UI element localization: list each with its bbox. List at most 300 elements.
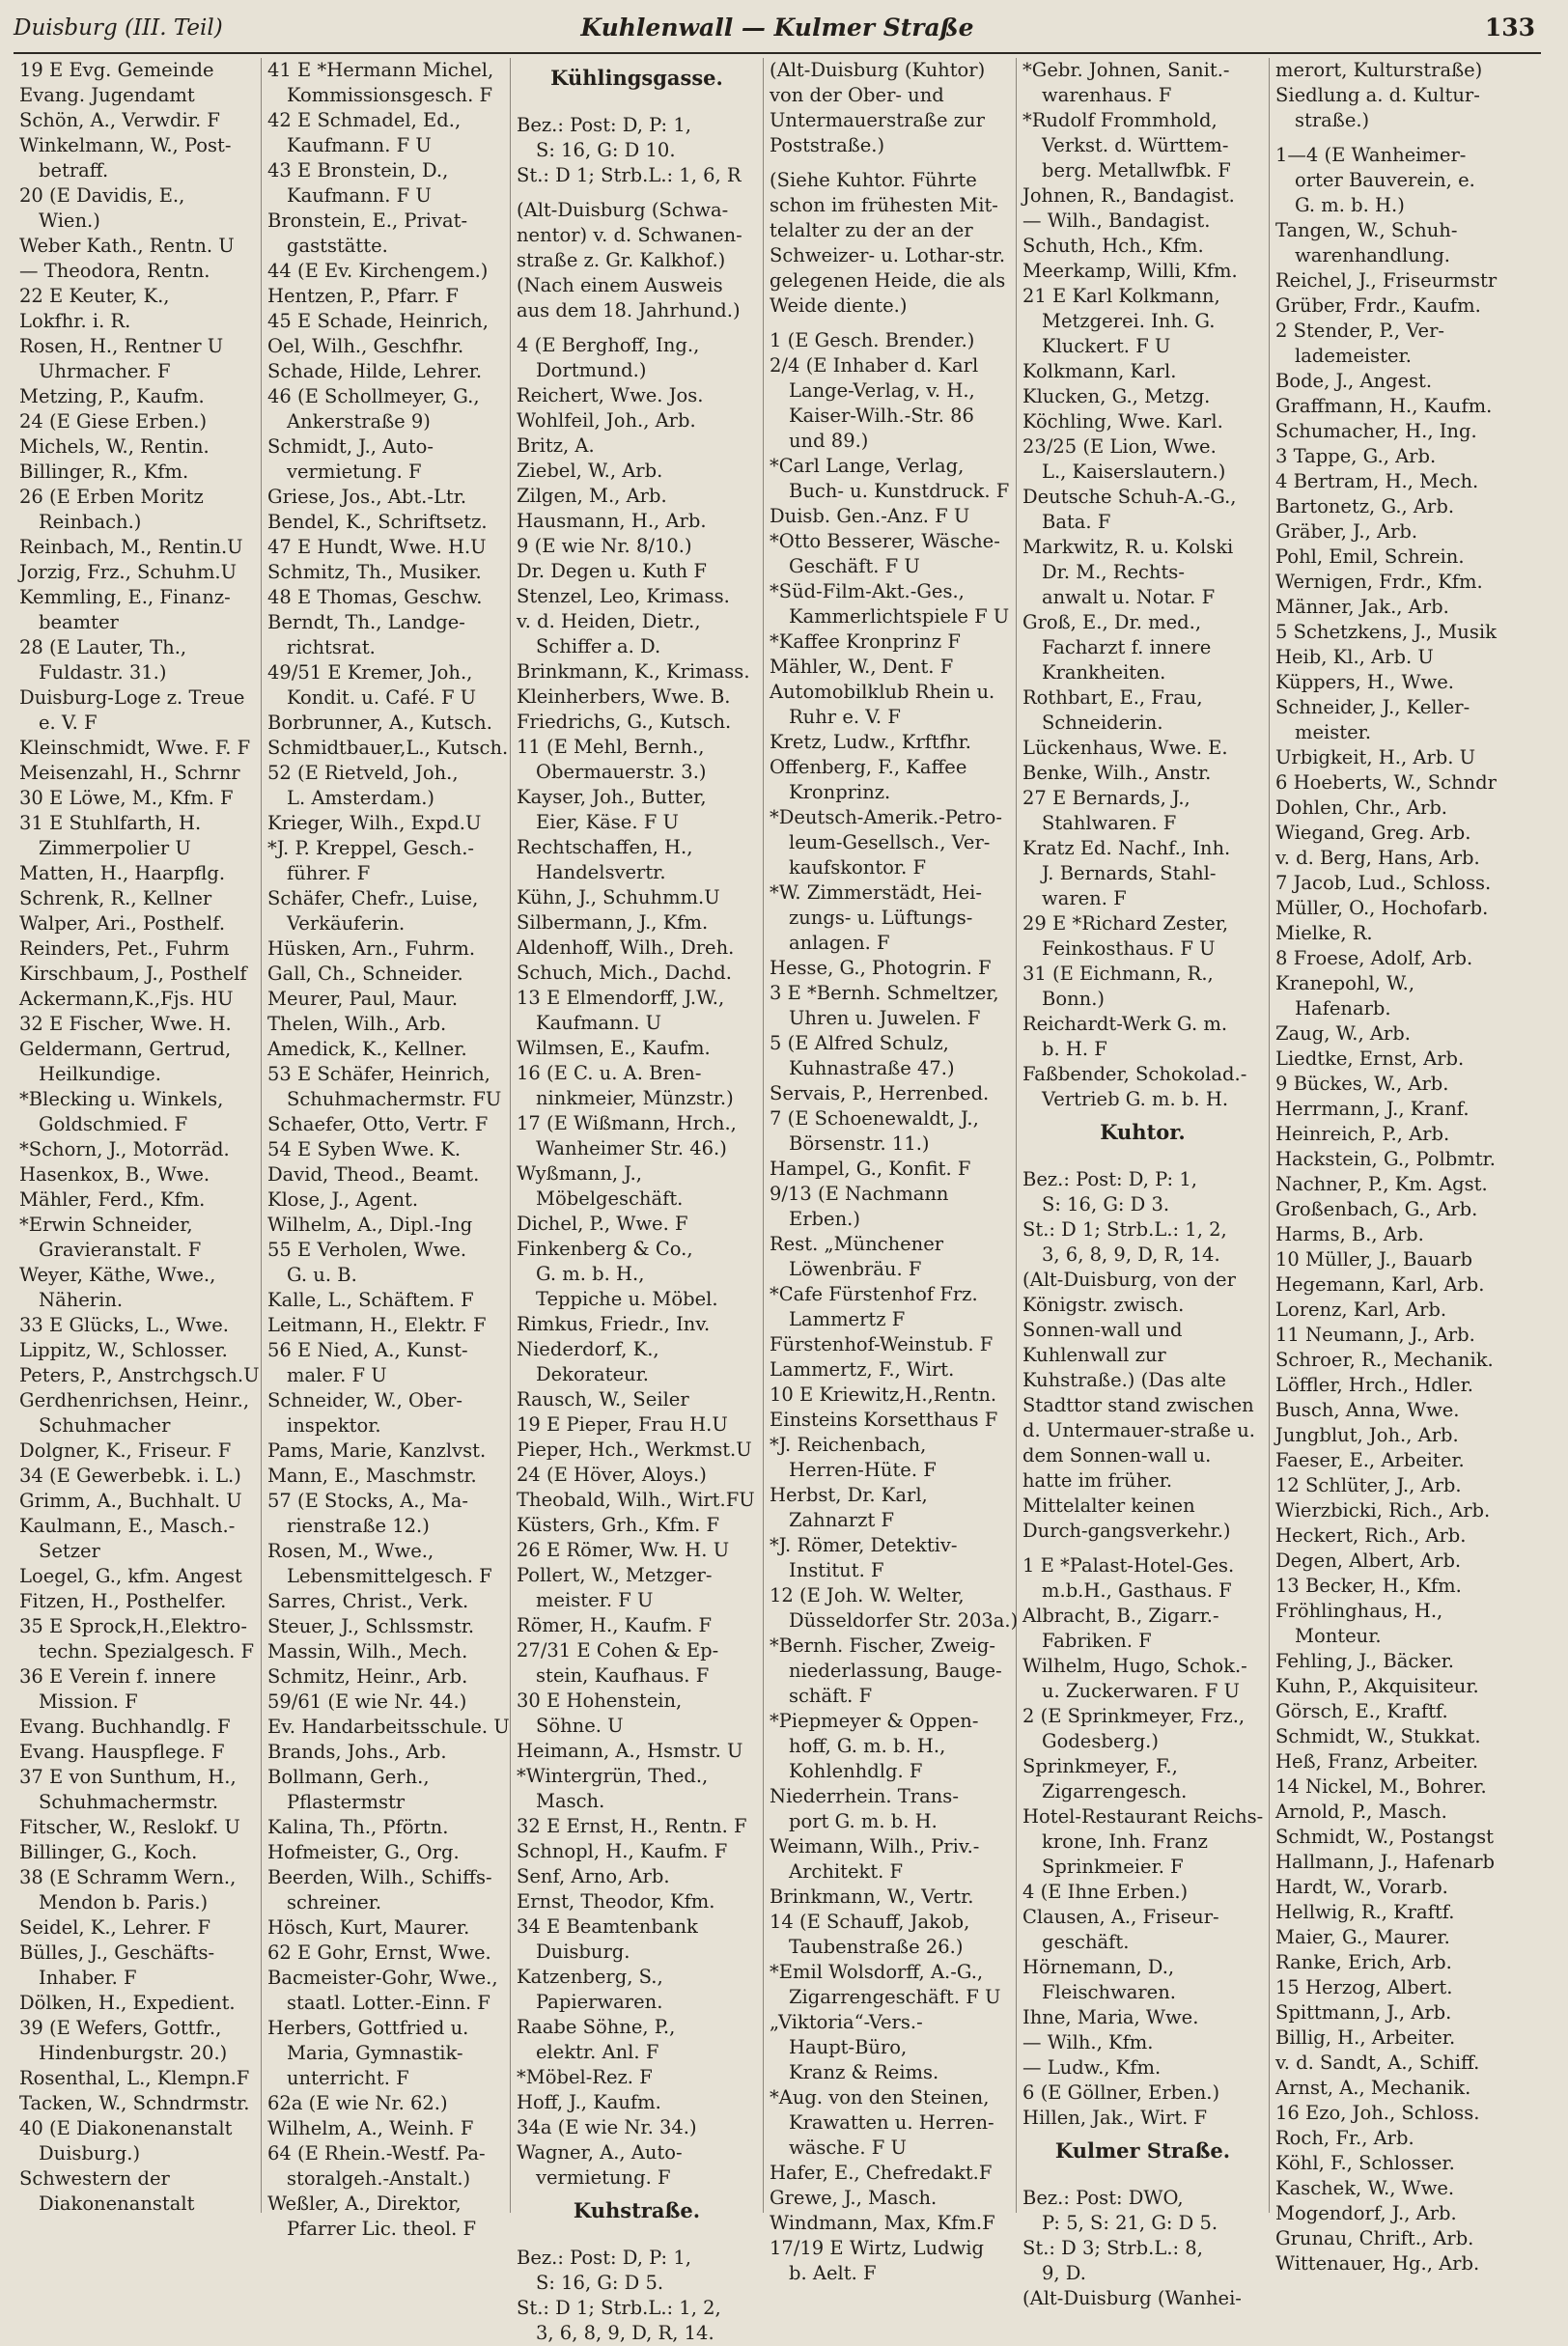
directory-entry: Kluckert. F U	[1042, 335, 1171, 357]
directory-entry: Offenberg, F., Kaffee	[770, 756, 967, 778]
directory-entry: v. d. Heiden, Dietr.,	[517, 610, 701, 632]
column-6	[1270, 58, 1541, 2275]
page-header	[14, 8, 1541, 54]
directory-entry: Kuhnastraße 47.)	[789, 1057, 955, 1079]
directory-entry: 30 E Löwe, M., Kfm. F	[19, 787, 234, 809]
directory-entry: Schwestern der	[19, 2167, 170, 2190]
directory-entry: 41 E *Hermann Michel,	[267, 59, 494, 81]
directory-entry: 46 (E Schollmeyer, G.,	[267, 385, 480, 407]
directory-entry: u. Zuckerwaren. F U	[1042, 1680, 1240, 1702]
directory-entry: Weyer, Käthe, Wwe.,	[19, 1264, 216, 1286]
directory-entry: Lokfhr. i. R.	[19, 310, 131, 332]
directory-entry: 12 Schlüter, J., Arb.	[1275, 1474, 1462, 1496]
directory-entry: Bülles, J., Geschäfts-	[19, 1941, 215, 1964]
directory-entry: maler. F U	[287, 1364, 387, 1386]
directory-entry: S: 16, G: D 3.	[1042, 1193, 1170, 1215]
directory-entry: 55 E Verholen, Wwe.	[267, 1239, 467, 1261]
directory-entry: Börsenstr. 11.)	[789, 1132, 930, 1155]
directory-entry: b. H. F	[1042, 1038, 1107, 1060]
directory-entry: Kolkmann, Karl.	[1022, 360, 1177, 382]
directory-entry: Geschäft. F U	[789, 555, 920, 577]
directory-entry: Lebensmittelgesch. F	[287, 1565, 492, 1587]
directory-entry: Bata. F	[1042, 511, 1111, 533]
directory-entry: Rosen, M., Wwe.,	[267, 1540, 434, 1562]
directory-entry: Fürstenhof-Weinstub. F	[770, 1333, 994, 1355]
directory-entry: Ev. Handarbeitsschule. U	[267, 1716, 510, 1738]
directory-entry: 19 E Pieper, Frau H.U	[517, 1413, 728, 1436]
directory-entry: storalgeh.-Anstalt.)	[287, 2167, 471, 2190]
directory-entry: Seidel, K., Lehrer. F	[19, 1916, 210, 1939]
directory-entry: 23/25 (E Lion, Wwe.	[1022, 435, 1217, 458]
directory-entry: unterricht. F	[287, 2067, 409, 2089]
directory-entry: m.b.H., Gasthaus. F	[1042, 1579, 1232, 1602]
directory-entry: Müller, O., Hochofarb.	[1275, 897, 1489, 919]
directory-entry: 34 (E Gewerbebk. i. L.)	[19, 1465, 241, 1487]
directory-entry: niederlassung, Bauge-	[789, 1660, 1002, 1682]
directory-entry: 1 (E Gesch. Brender.)	[770, 329, 975, 351]
running-head-left: Duisburg (III. Teil)	[14, 15, 223, 41]
directory-entry: 13 Becker, H., Kfm.	[1275, 1575, 1462, 1597]
directory-entry: Heinreich, P., Arb.	[1275, 1123, 1450, 1145]
directory-entry: Gerdhenrichsen, Heinr.,	[19, 1389, 250, 1411]
directory-entry: Leitmann, H., Elektr. F	[267, 1314, 487, 1336]
directory-entry: v. d. Sandt, A., Schiff.	[1275, 2052, 1480, 2074]
directory-entry: 36 E Verein f. innere	[19, 1665, 216, 1688]
directory-entry: b. Aelt. F	[789, 2262, 877, 2284]
directory-entry: Lange-Verlag, v. H.,	[789, 379, 975, 402]
directory-entry: Männer, Jak., Arb.	[1275, 596, 1449, 618]
directory-entry: Billinger, R., Kfm.	[19, 461, 189, 483]
directory-entry: 22 E Keuter, K.,	[19, 285, 170, 307]
directory-entry: Schmitz, Heinr., Arb.	[267, 1665, 468, 1688]
directory-entry: „Viktoria“-Vers.-	[770, 2011, 923, 2033]
directory-entry: Bollmann, Gerh.,	[267, 1766, 430, 1788]
directory-entry: Duisburg-Loge z. Treue	[19, 686, 245, 709]
directory-entry: Schroer, R., Mechanik.	[1275, 1349, 1494, 1371]
directory-entry: Silbermann, J., Kfm.	[517, 911, 709, 934]
directory-entry: orter Bauverein, e.	[1295, 169, 1475, 191]
directory-entry: Brands, Johs., Arb.	[267, 1741, 447, 1763]
directory-entry: Küsters, Grh., Kfm. F	[517, 1514, 720, 1536]
directory-entry: 64 (E Rhein.-Westf. Pa-	[267, 2142, 486, 2164]
directory-entry: Kaulmann, E., Masch.-	[19, 1515, 236, 1537]
directory-entry: Schmitz, Th., Musiker.	[267, 561, 482, 583]
street-heading: Kuhstraße.	[573, 2198, 701, 2222]
directory-entry: Tacken, W., Schndrmstr.	[19, 2092, 250, 2114]
directory-entry: Krawatten u. Herren-	[789, 2111, 994, 2134]
directory-entry: 5 Schetzkens, J., Musik	[1275, 621, 1497, 643]
directory-entry: 37 E von Sunthum, H.,	[19, 1766, 237, 1788]
directory-entry: Benke, Wilh., Anstr.	[1022, 762, 1212, 784]
directory-entry: Schäfer, Chefr., Luise,	[267, 887, 479, 909]
directory-entry: Schade, Hilde, Lehrer.	[267, 360, 483, 382]
directory-entry: Gräber, J., Arb.	[1275, 520, 1418, 543]
directory-entry: 52 (E Rietveld, Joh.,	[267, 762, 459, 784]
directory-entry: 7 (E Schoenewaldt, J.,	[770, 1107, 979, 1130]
directory-entry: Duisburg.)	[39, 2142, 141, 2164]
directory-entry: Architekt. F	[789, 1860, 904, 1883]
directory-entry: Dekorateur.	[536, 1363, 649, 1385]
directory-entry: Ruhr e. V. F	[789, 706, 901, 728]
directory-entry: Haupt-Büro,	[789, 2036, 908, 2058]
directory-entry: Rimkus, Friedr., Inv.	[517, 1313, 711, 1335]
directory-entry: Zimmerpolier U	[39, 837, 191, 859]
directory-entry: Godesberg.)	[1042, 1730, 1159, 1752]
directory-entry: Kondit. u. Café. F U	[287, 686, 477, 709]
directory-entry: 12 (E Joh. W. Welter,	[770, 1584, 965, 1606]
directory-entry: warenhaus. F	[1042, 84, 1172, 106]
directory-entry: merort, Kulturstraße)	[1275, 59, 1483, 81]
directory-entry: Kranepohl, W.,	[1275, 972, 1415, 994]
directory-entry: Weßler, A., Direktor,	[267, 2192, 462, 2215]
directory-entry: 30 E Hohenstein,	[517, 1690, 683, 1712]
directory-entry: Hegemann, Karl, Arb.	[1275, 1273, 1485, 1296]
directory-entry: Görsch, E., Kraftf.	[1275, 1700, 1448, 1722]
directory-entry: Billinger, G., Koch.	[19, 1841, 198, 1863]
directory-entry: Inhaber. F	[39, 1967, 137, 1989]
directory-entry: Kalina, Th., Pförtn.	[267, 1816, 449, 1838]
directory-entry: richtsrat.	[287, 636, 376, 658]
directory-entry: 1—4 (E Wanheimer-	[1275, 144, 1467, 166]
directory-entry: Walper, Ari., Posthelf.	[19, 912, 226, 935]
directory-entry: kaufskontor. F	[789, 856, 927, 879]
directory-entry: Möbelgeschäft.	[536, 1187, 684, 1210]
directory-entry: Fabriken. F	[1042, 1630, 1152, 1652]
directory-entry: *Kaffee Kronprinz F	[770, 630, 961, 653]
directory-entry: Brinkmann, W., Vertr.	[770, 1885, 974, 1908]
directory-entry: Einsteins Korsetthaus F	[770, 1409, 998, 1431]
directory-entry: Wernigen, Frdr., Kfm.	[1275, 571, 1483, 593]
directory-entry: 4 (E Berghoff, Ing.,	[517, 334, 700, 356]
street-note: (Alt-Duisburg (Kuhtor) von der Ober- und Untermauerstraße zur Poststraße.)	[770, 59, 986, 156]
directory-entry: Amedick, K., Kellner.	[267, 1038, 467, 1060]
directory-entry: Schrenk, R., Kellner	[19, 887, 212, 909]
directory-entry: Aldenhoff, Wilh., Dreh.	[517, 936, 735, 959]
directory-entry: 31 E Stuhlfarth, H.	[19, 812, 202, 834]
directory-entry: Siedlung a. d. Kultur-	[1275, 84, 1480, 106]
directory-entry: 59/61 (E wie Nr. 44.)	[267, 1690, 467, 1713]
directory-entry: *Rudolf Frommhold,	[1022, 109, 1218, 131]
directory-entry: führer. F	[287, 862, 371, 884]
directory-entry: 1 E *Palast-Hotel-Ges.	[1022, 1554, 1235, 1577]
directory-entry: Berndt, Th., Landge-	[267, 611, 465, 633]
directory-entry: vermietung. F	[287, 461, 422, 483]
directory-entry: 14 Nickel, M., Bohrer.	[1275, 1775, 1487, 1798]
directory-entry: warenhandlung.	[1295, 244, 1450, 266]
directory-entry: Kuhn, P., Akquisiteur.	[1275, 1675, 1479, 1697]
directory-entry: Kleinherbers, Wwe. B.	[517, 685, 731, 708]
directory-entry: Rausch, W., Seiler	[517, 1388, 689, 1410]
directory-entry: 2 Stender, P., Ver-	[1275, 320, 1445, 342]
directory-entry: Brinkmann, K., Krimass.	[517, 660, 750, 683]
directory-entry: *Aug. von den Steinen,	[770, 2086, 990, 2109]
directory-entry: Thelen, Wilh., Arb.	[267, 1013, 447, 1035]
directory-entry: Faeser, E., Arbeiter.	[1275, 1449, 1465, 1471]
directory-entry: Pflastermstr	[287, 1791, 406, 1813]
directory-entry: Mogendorf, J., Arb.	[1275, 2202, 1457, 2224]
directory-entry: *Piepmeyer & Oppen-	[770, 1710, 979, 1732]
directory-entry: port G. m. b. H.	[789, 1810, 938, 1832]
directory-entry: Institut. F	[789, 1559, 884, 1581]
directory-entry: Kohlenhdlg. F	[789, 1760, 923, 1782]
directory-entry: 33 E Glücks, L., Wwe.	[19, 1314, 229, 1336]
directory-entry: Kaiser-Wilh.-Str. 86	[789, 405, 974, 427]
directory-entry: 16 Ezo, Joh., Schloss.	[1275, 2102, 1480, 2124]
street-heading: Kuhtor.	[1100, 1120, 1186, 1144]
directory-entry: Kayser, Joh., Butter,	[517, 786, 707, 808]
directory-entry: Monteur.	[1295, 1625, 1382, 1647]
directory-entry: Großenbach, G., Arb.	[1275, 1198, 1478, 1220]
directory-entry: Hofmeister, G., Org.	[267, 1841, 460, 1863]
directory-entry: 34a (E wie Nr. 34.)	[517, 2116, 697, 2138]
directory-entry: gaststätte.	[287, 235, 388, 257]
directory-entry: Wilhelm, A., Dipl.-Ing	[267, 1214, 473, 1236]
directory-entry: e. V. F	[39, 712, 98, 734]
directory-entry: Senf, Arno, Arb.	[517, 1865, 670, 1887]
directory-entry: Servais, P., Herrenbed.	[770, 1082, 990, 1104]
directory-entry: Diakonenanstalt	[39, 2192, 195, 2215]
directory-entry: J. Bernards, Stahl-	[1042, 862, 1217, 884]
directory-entry: Hösch, Kurt, Maurer.	[267, 1916, 470, 1939]
directory-entry: Reinders, Pet., Fuhrm	[19, 937, 230, 960]
directory-entry: Bonn.)	[1042, 988, 1105, 1010]
directory-entry: Schaefer, Otto, Vertr. F	[267, 1113, 489, 1135]
directory-entry: Köchling, Wwe. Karl.	[1022, 410, 1223, 433]
directory-entry: 3, 6, 8, 9, D, R, 14.	[536, 2322, 714, 2344]
directory-entry: Ankerstraße 9)	[287, 410, 431, 433]
directory-entry: St.: D 1; Strb.L.: 1, 2,	[1022, 1218, 1227, 1241]
directory-entry: Hindenburgstr. 20.)	[39, 2042, 228, 2064]
directory-entry: ninkmeier, Münzstr.)	[536, 1087, 734, 1109]
directory-entry: *Möbel-Rez. F	[517, 2066, 653, 2088]
directory-entry: Wilhelm, Hugo, Schok.-	[1022, 1655, 1247, 1677]
directory-entry: 62a (E wie Nr. 62.)	[267, 2092, 448, 2114]
directory-entry: Harms, B., Arb.	[1275, 1223, 1424, 1245]
directory-entry: Löwenbräu. F	[789, 1258, 922, 1280]
directory-entry: *J. Reichenbach,	[770, 1434, 927, 1456]
directory-entry: betraff.	[39, 159, 109, 182]
directory-entry: Reinbach.)	[39, 511, 142, 533]
directory-entry: 15 Herzog, Albert.	[1275, 1976, 1453, 1998]
directory-entry: Gravieranstalt. F	[39, 1239, 202, 1261]
directory-entry: Borbrunner, A., Kutsch.	[267, 712, 492, 734]
directory-entry: Nachner, P., Km. Agst.	[1275, 1173, 1488, 1195]
directory-entry: Massin, Wilh., Mech.	[267, 1640, 468, 1662]
directory-entry: Pohl, Emil, Schrein.	[1275, 545, 1465, 568]
directory-entry: 3 Tappe, G., Arb.	[1275, 445, 1437, 467]
directory-entry: Goldschmied. F	[39, 1113, 188, 1135]
directory-entry: leum-Gesellsch., Ver-	[789, 831, 991, 853]
directory-entry: 9, D.	[1042, 2262, 1086, 2284]
directory-entry: Ranke, Erich, Arb.	[1275, 1951, 1452, 1973]
directory-entry: 9/13 (E Nachmann	[770, 1183, 949, 1205]
directory-entry: Theobald, Wilh., Wirt.FU	[517, 1489, 755, 1511]
directory-entry: Wanheimer Str. 46.)	[536, 1137, 727, 1159]
directory-entry: meister. F U	[536, 1589, 654, 1611]
street-note: (Siehe Kuhtor. Führte schon im frühesten Mit-telalter zu der an der Schweizer- u. Lothar-str. gelegenen Heide, die als Weide diente.)	[770, 169, 1006, 317]
directory-entry: Schuth, Hch., Kfm.	[1022, 235, 1204, 257]
directory-entry: Busch, Anna, Wwe.	[1275, 1399, 1460, 1421]
directory-entry: Michels, W., Rentin.	[19, 435, 210, 458]
directory-entry: Schuhmachermstr. FU	[287, 1088, 502, 1110]
directory-entry: Rothbart, E., Frau,	[1022, 686, 1203, 709]
directory-entry: 32 E Fischer, Wwe. H.	[19, 1013, 232, 1035]
directory-entry: Schmidt, W., Stukkat.	[1275, 1725, 1481, 1747]
directory-entry: Beerden, Wilh., Schiffs-	[267, 1866, 492, 1888]
directory-entry: Geldermann, Gertrud,	[19, 1038, 232, 1060]
directory-entry: Kretz, Ludw., Krftfhr.	[770, 731, 971, 753]
directory-entry: stein, Kaufhaus. F	[536, 1664, 710, 1687]
directory-entry: *Erwin Schneider,	[19, 1214, 193, 1236]
directory-entry: 9 Bückes, W., Arb.	[1275, 1073, 1449, 1095]
directory-entry: 56 E Nied, A., Kunst-	[267, 1339, 468, 1361]
directory-entry: 47 E Hundt, Wwe. H.U	[267, 536, 487, 558]
directory-entry: Duisb. Gen.-Anz. F U	[770, 505, 970, 527]
directory-entry: L., Kaiserslautern.)	[1042, 461, 1226, 483]
directory-entry: Jorzig, Frz., Schuhm.U	[19, 561, 238, 583]
directory-entry: Herren-Hüte. F	[789, 1459, 937, 1481]
directory-entry: 3, 6, 8, 9, D, R, 14.	[1042, 1243, 1220, 1266]
directory-entry: 10 E Kriewitz,H.,Rentn.	[770, 1383, 997, 1406]
directory-entry: Kaufmann. F U	[287, 134, 432, 156]
column-3	[511, 58, 764, 2344]
directory-entry: Reichert, Wwe. Jos.	[517, 384, 704, 406]
directory-entry: Zigarrengeschäft. F U	[789, 1986, 1001, 2008]
directory-entry: *Bernh. Fischer, Zweig-	[770, 1634, 995, 1657]
directory-entry: Klucken, G., Metzg.	[1022, 385, 1211, 407]
directory-entry: zungs- u. Lüftungs-	[789, 907, 973, 929]
directory-entry: Schneider, J., Keller-	[1275, 696, 1470, 718]
directory-entry: Lippitz, W., Schlosser.	[19, 1339, 228, 1361]
directory-entry: David, Theod., Beamt.	[267, 1163, 480, 1186]
directory-entry: 2/4 (E Inhaber d. Karl	[770, 354, 979, 377]
directory-entry: Mendon b. Paris.)	[39, 1891, 209, 1913]
directory-entry: berg. Metallwfbk. F	[1042, 159, 1231, 182]
directory-entry: Weimann, Wilh., Priv.-	[770, 1835, 980, 1857]
directory-entry: Katzenberg, S.,	[517, 1966, 663, 1988]
directory-entry: 7 Jacob, Lud., Schloss.	[1275, 872, 1492, 894]
directory-entry: Hafer, E., Chefredakt.F	[770, 2162, 993, 2184]
directory-entry: 38 (E Schramm Wern.,	[19, 1866, 237, 1888]
directory-entry: 49/51 E Kremer, Joh.,	[267, 661, 473, 684]
directory-entry: Mähler, W., Dent. F	[770, 656, 954, 678]
directory-entry: Erben.)	[789, 1208, 860, 1230]
directory-entry: staatl. Lotter.-Einn. F	[287, 1992, 490, 2014]
directory-entry: Metzgerei. Inh. G.	[1042, 310, 1216, 332]
directory-entry: techn. Spezialgesch. F	[39, 1640, 255, 1662]
directory-entry: 24 (E Giese Erben.)	[19, 410, 208, 433]
directory-entry: 13 E Elmendorff, J.W.,	[517, 987, 725, 1009]
directory-entry: 17/19 E Wirtz, Ludwig	[770, 2237, 984, 2259]
directory-entry: 4 Bertram, H., Mech.	[1275, 470, 1479, 492]
directory-entry: v. d. Berg, Hans, Arb.	[1275, 847, 1480, 869]
directory-entry: Hesse, G., Photogrin. F	[770, 957, 992, 979]
directory-entry: Düsseldorfer Str. 203a.)	[789, 1609, 1019, 1632]
directory-entry: Lückenhaus, Wwe. E.	[1022, 737, 1228, 759]
directory-entry: 57 (E Stocks, A., Ma-	[267, 1490, 468, 1512]
directory-entry: 11 Neumann, J., Arb.	[1275, 1324, 1475, 1346]
directory-entry: Masch.	[536, 1790, 605, 1812]
directory-entry: Kaufmann. F U	[287, 184, 432, 207]
directory-entry: Hotel-Restaurant Reichs-	[1022, 1805, 1264, 1828]
directory-entry: Tangen, W., Schuh-	[1275, 219, 1458, 241]
directory-entry: Fitzen, H., Posthelfer.	[19, 1590, 227, 1612]
directory-entry: Krankheiten.	[1042, 661, 1166, 684]
directory-entry: — Wilh., Bandagist.	[1022, 209, 1211, 232]
directory-entry: inspektor.	[287, 1414, 381, 1437]
directory-entry: Vertrieb G. m. b. H.	[1042, 1088, 1229, 1110]
directory-entry: hoff, G. m. b. H.,	[789, 1735, 946, 1757]
directory-entry: Fleischwaren.	[1042, 1981, 1176, 2003]
spacer	[770, 158, 1010, 168]
directory-entry: Pieper, Hch., Werkmst.U	[517, 1438, 752, 1461]
directory-entry: Heilkundige.	[39, 1063, 161, 1085]
directory-entry: — Wilh., Kfm.	[1022, 2031, 1154, 2053]
directory-entry: Grimm, A., Buchhalt. U	[19, 1490, 242, 1512]
directory-entry: Maria, Gymnastik-	[287, 2042, 463, 2064]
directory-entry: Küppers, H., Wwe.	[1275, 671, 1455, 693]
directory-entry: Raabe Söhne, P.,	[517, 2016, 676, 2038]
directory-entry: 42 E Schmadel, Ed.,	[267, 109, 462, 131]
directory-entry: Griese, Jos., Abt.-Ltr.	[267, 486, 467, 508]
directory-entry: Reinbach, M., Rentin.U	[19, 536, 243, 558]
directory-entry: Heckert, Rich., Arb.	[1275, 1524, 1467, 1547]
directory-entry: Herbers, Gottfried u.	[267, 2017, 469, 2039]
directory-entry: Schmidt, W., Postangst	[1275, 1826, 1494, 1848]
directory-entry: *Deutsch-Amerik.-Petro-	[770, 806, 1002, 828]
directory-entry: Wohlfeil, Joh., Arb.	[517, 409, 696, 432]
directory-entry: geschäft.	[1042, 1931, 1130, 1953]
directory-entry: Pollert, W., Metzger-	[517, 1564, 713, 1586]
directory-entry: Mission. F	[39, 1690, 138, 1713]
page-number: 133	[1484, 14, 1535, 42]
directory-entry: Niederdorf, K.,	[517, 1338, 659, 1360]
directory-columns	[14, 58, 1541, 2344]
directory-entry: Köhl, F., Schlosser.	[1275, 2152, 1455, 2174]
directory-entry: Bez.: Post: D, P: 1,	[517, 114, 691, 136]
directory-entry: 11 (E Mehl, Bernh.,	[517, 736, 705, 758]
directory-entry: Bez.: Post: DWO,	[1022, 2187, 1184, 2209]
directory-entry: Schmidtbauer,L., Kutsch.	[267, 737, 509, 759]
directory-entry: 26 E Römer, Ww. H. U	[517, 1539, 730, 1561]
directory-entry: 27 E Bernards, J.,	[1022, 787, 1190, 809]
directory-entry: Wittenauer, Hg., Arb.	[1275, 2252, 1480, 2275]
directory-entry: Deutsche Schuh-A.-G.,	[1022, 486, 1237, 508]
directory-entry: lademeister.	[1295, 345, 1412, 367]
directory-entry: Evang. Jugendamt	[19, 84, 195, 106]
directory-entry: elektr. Anl. F	[536, 2041, 659, 2063]
directory-entry: anlagen. F	[789, 932, 890, 954]
directory-entry: Teppiche u. Möbel.	[536, 1288, 718, 1310]
directory-entry: *J. P. Kreppel, Gesch.-	[267, 837, 474, 859]
directory-entry: Billig, H., Arbeiter.	[1275, 2026, 1456, 2049]
directory-entry: Automobilklub Rhein u.	[770, 681, 995, 703]
directory-entry: *Otto Besserer, Wäsche-	[770, 530, 1000, 552]
directory-entry: Ackermann,K.,Fjs. HU	[19, 988, 234, 1010]
directory-entry: Schneider, W., Ober-	[267, 1389, 462, 1411]
directory-entry: *Emil Wolsdorff, A.-G.,	[770, 1961, 984, 1983]
directory-entry: Taubenstraße 26.)	[789, 1936, 964, 1958]
directory-entry: 39 (E Wefers, Gottfr.,	[19, 2017, 222, 2039]
directory-entry: Rest. „Münchener	[770, 1233, 944, 1255]
directory-entry: beamter	[39, 611, 119, 633]
directory-entry: krone, Inh. Franz	[1042, 1830, 1208, 1853]
directory-entry: wäsche. F U	[789, 2137, 907, 2159]
directory-entry: Heß, Franz, Arbeiter.	[1275, 1750, 1479, 1773]
directory-entry: Bode, J., Angest.	[1275, 370, 1433, 392]
directory-entry: Buch- u. Kunstdruck. F	[789, 480, 1010, 502]
directory-entry: *Blecking u. Winkels,	[19, 1088, 224, 1110]
